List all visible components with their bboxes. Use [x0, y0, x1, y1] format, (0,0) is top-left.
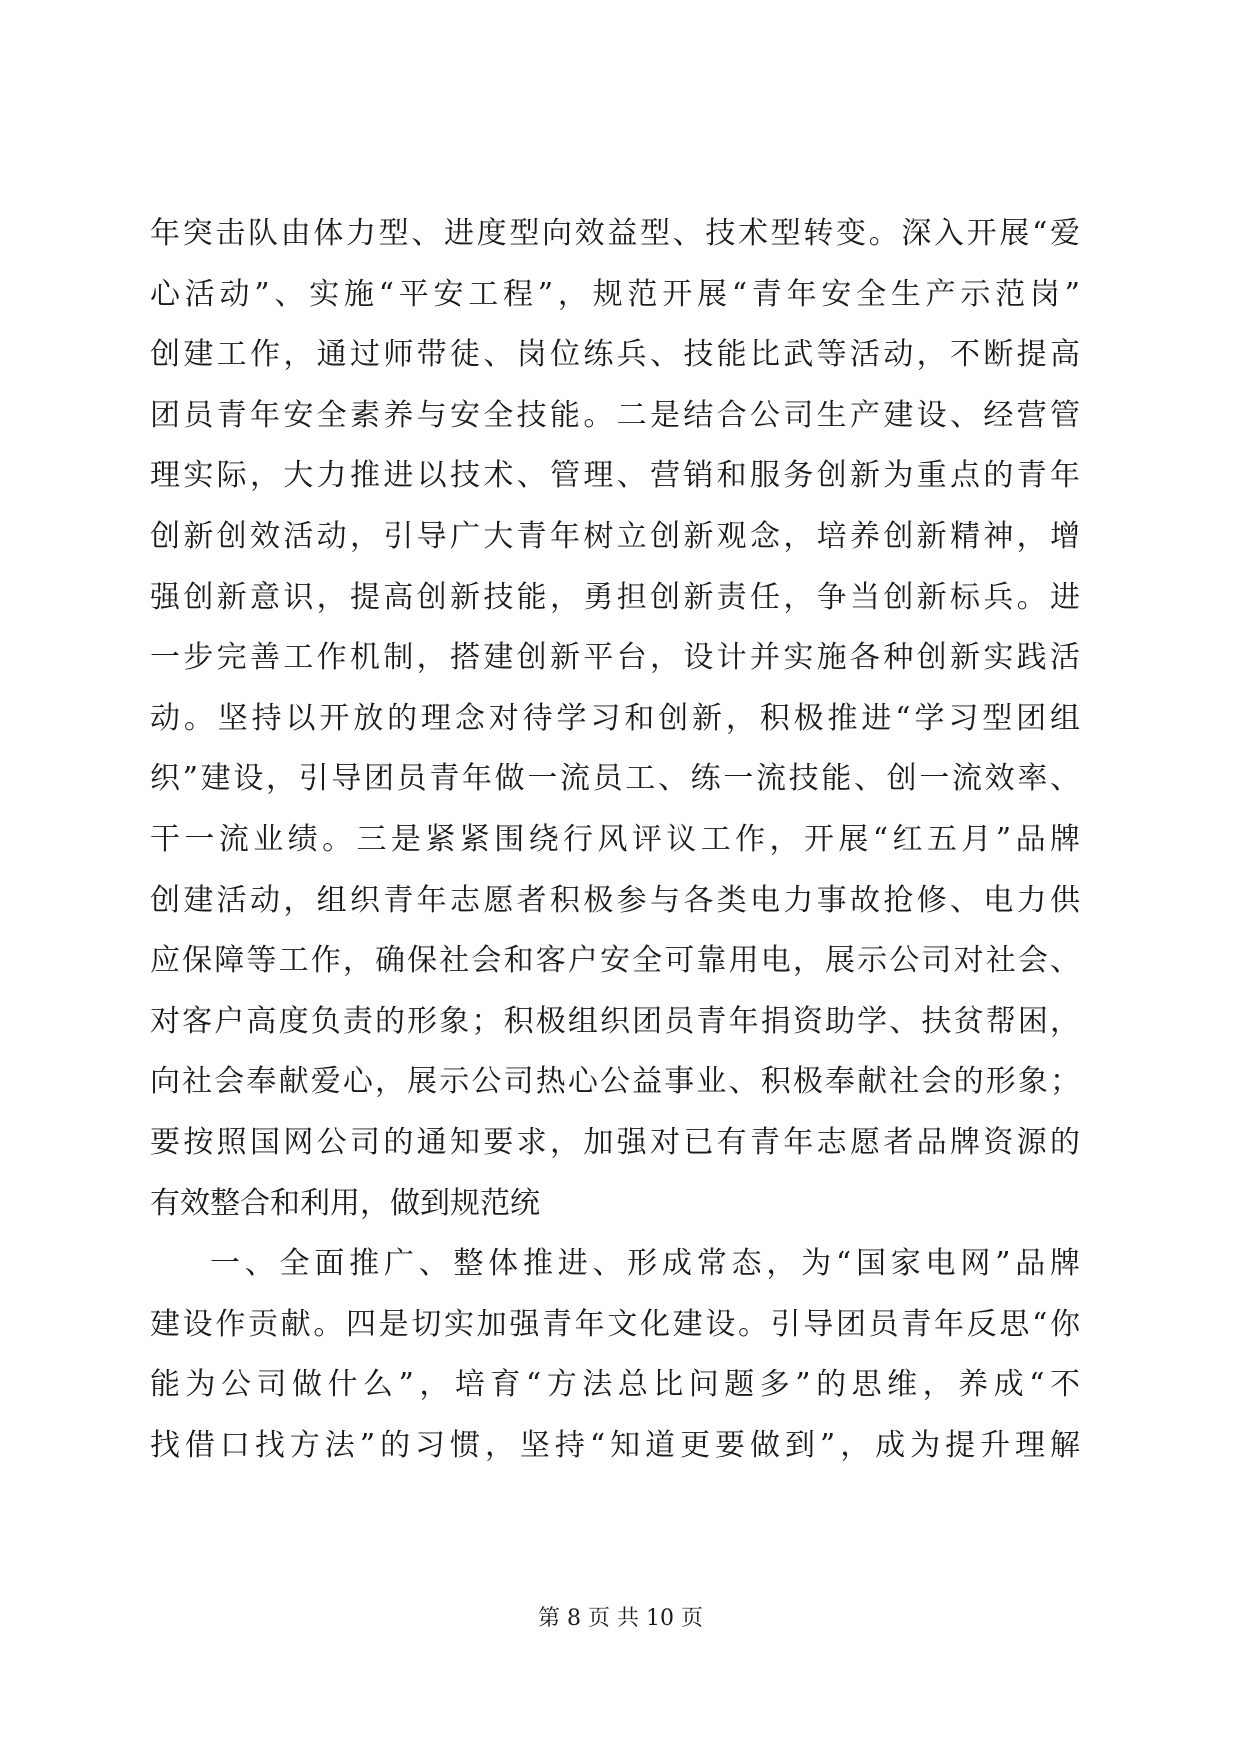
page-number-footer: 第 8 页 共 10 页	[538, 1606, 703, 1631]
document-body	[150, 204, 1080, 1476]
text-line: 应保障等工作，确保社会和客户安全可靠用电，展示公司对社会、	[150, 943, 1080, 979]
text-line: 创建活动，组织青年志愿者积极参与各类电力事故抢修、电力供	[150, 882, 1080, 918]
text-line: 创新创效活动，引导广大青年树立创新观念，培养创新精神，增	[150, 518, 1080, 554]
text-line: 向社会奉献爱心，展示公司热心公益事业、积极奉献社会的形象；	[150, 1064, 1080, 1100]
text-line: 找借口找方法”的习惯，坚持“知道更要做到”，成为提升理解	[150, 1427, 1080, 1463]
text-line: 干一流业绩。三是紧紧围绕行风评议工作，开展“红五月”品牌	[150, 821, 1080, 857]
text-line: 要按照国网公司的通知要求，加强对已有青年志愿者品牌资源的	[150, 1124, 1080, 1160]
text-line: 织”建设，引导团员青年做一流员工、练一流技能、创一流效率、	[150, 761, 1080, 797]
text-line: 创建工作，通过师带徒、岗位练兵、技能比武等活动，不断提高	[150, 337, 1080, 373]
text-line: 能为公司做什么”，培育“方法总比问题多”的思维，养成“不	[150, 1367, 1080, 1403]
text-line: 对客户高度负责的形象；积极组织团员青年捐资助学、扶贫帮困，	[150, 1003, 1080, 1039]
text-line: 强创新意识，提高创新技能，勇担创新责任，争当创新标兵。进	[150, 579, 1080, 615]
text-line: 团员青年安全素养与安全技能。二是结合公司生产建设、经营管	[150, 397, 1080, 433]
text-line: 有效整合和利用，做到规范统	[150, 1185, 540, 1221]
text-line: 理实际，大力推进以技术、管理、营销和服务创新为重点的青年	[150, 458, 1080, 494]
text-line: 一步完善工作机制，搭建创新平台，设计并实施各种创新实践活	[150, 640, 1080, 676]
text-line: 心活动”、实施“平安工程”，规范开展“青年安全生产示范岗”	[150, 276, 1080, 312]
paragraph-start-line: 一、全面推广、整体推进、形成常态，为“国家电网”品牌	[210, 1246, 1080, 1282]
text-line: 建设作贡献。四是切实加强青年文化建设。引导团员青年反思“你	[150, 1306, 1080, 1342]
text-line: 动。坚持以开放的理念对待学习和创新，积极推进“学习型团组	[150, 700, 1080, 736]
text-line: 年突击队由体力型、进度型向效益型、技术型转变。深入开展“爱	[150, 216, 1080, 251]
